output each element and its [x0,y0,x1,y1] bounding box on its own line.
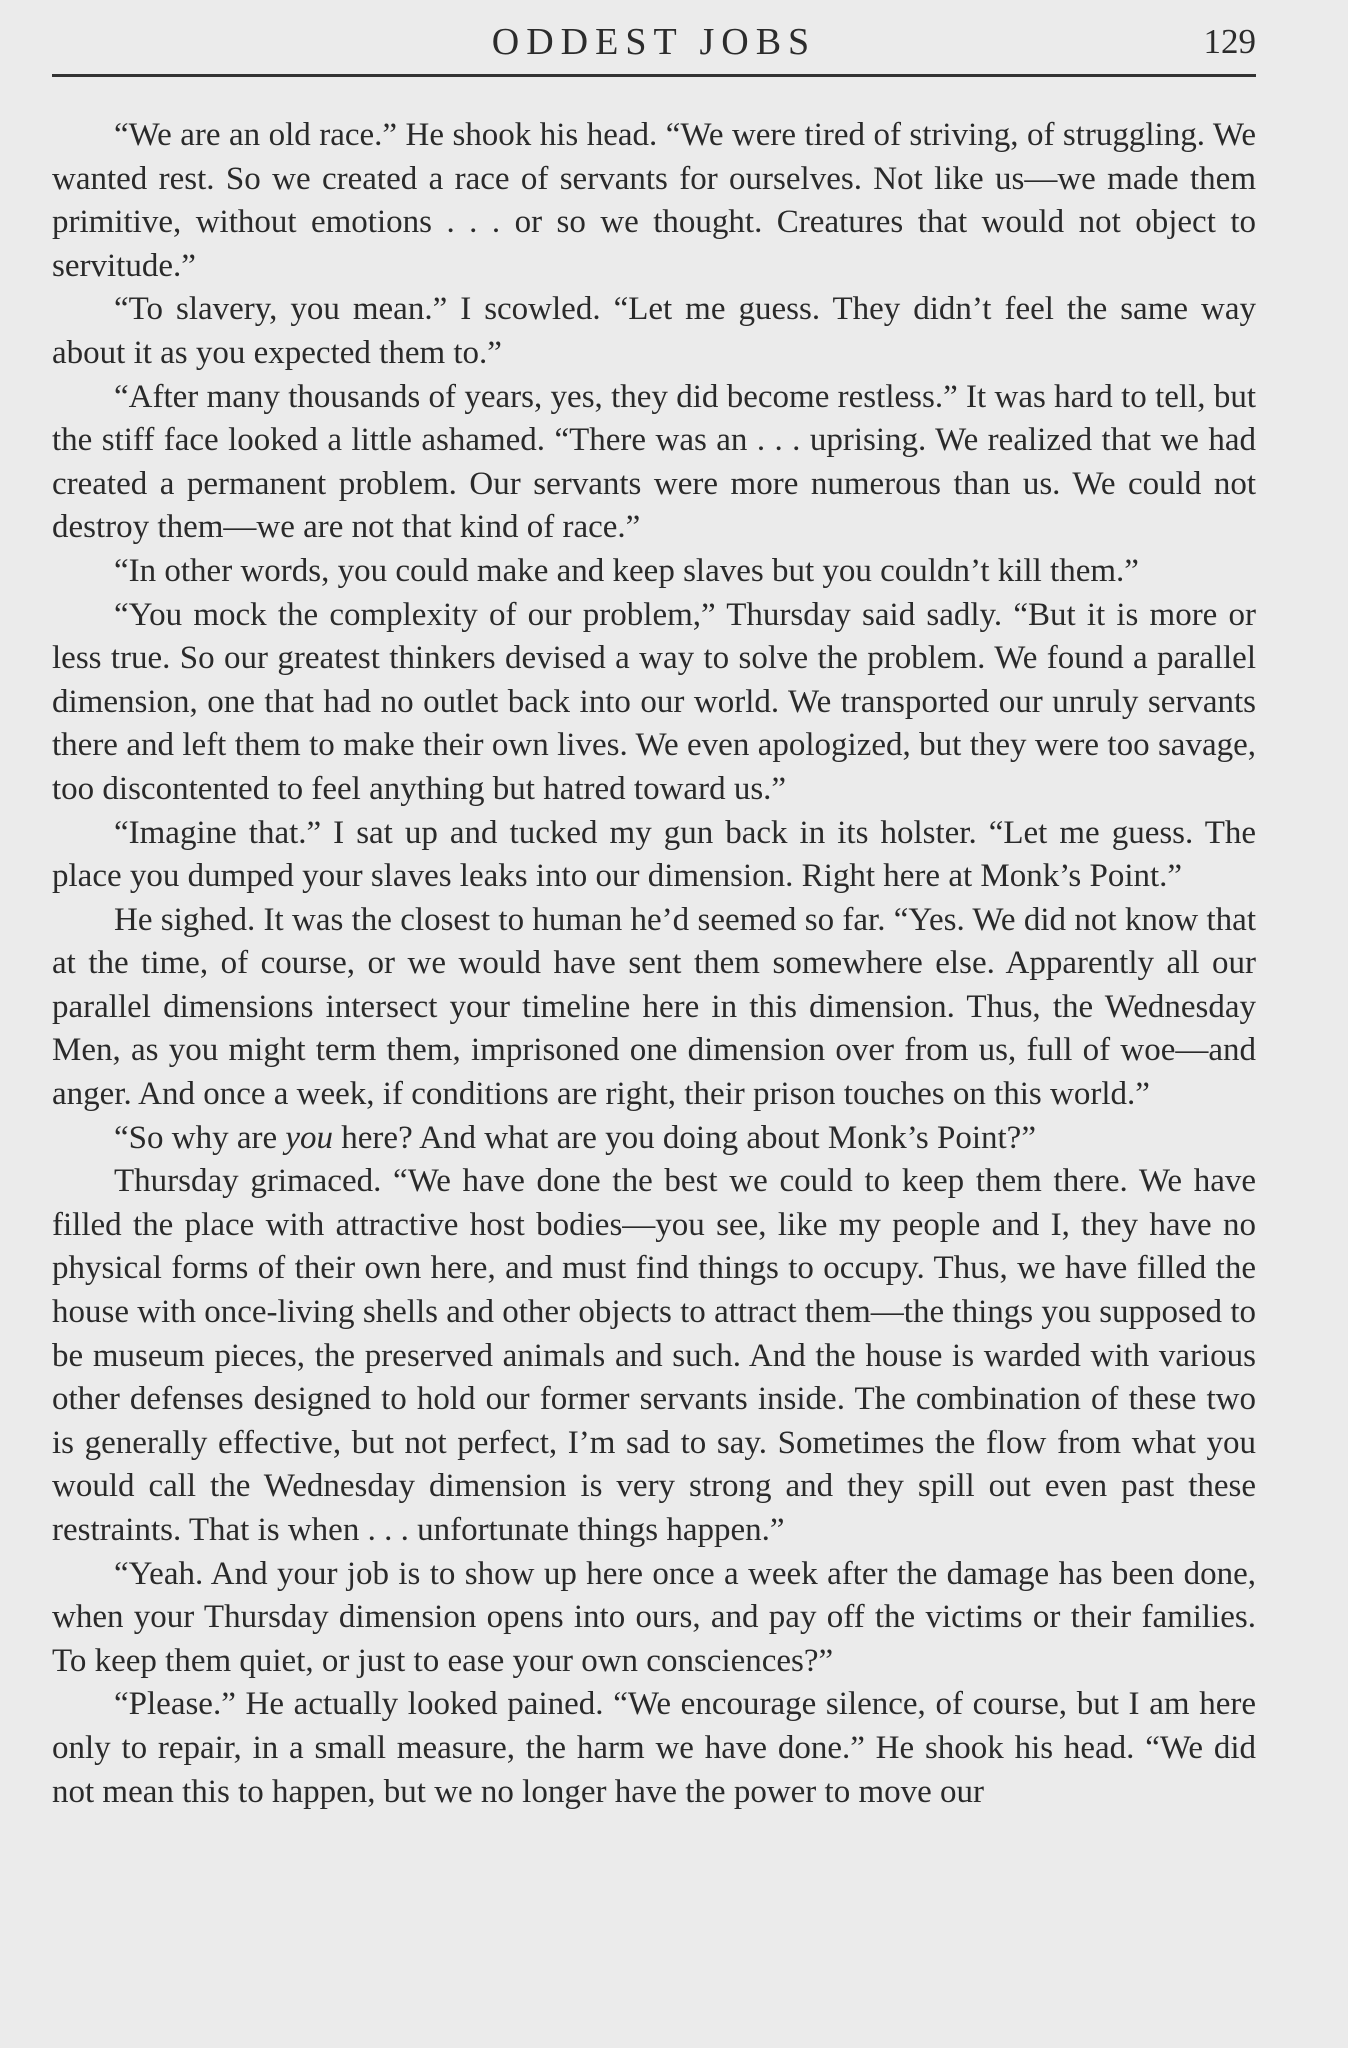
paragraph: “Yeah. And your job is to show up here once a week after the damage has been done, when your Thursday dimension opens into ours, and pay off the victims or their families. To keep them quiet, or just to ease your own consciences?” [52,1555,1256,1679]
emphasis-text: you [285,1119,334,1156]
paragraph: “Please.” He actually looked pained. “We encourage silence, of course, but I am here only to repair, in a small measure, the harm we have done.” He shook his head. “We did not mean this to happen, but we no longer have the power to move our [52,1686,1256,1810]
paragraph: He sighed. It was the closest to human he’d seemed so far. “Yes. We did not know that at the time, of course, or we would have sent them somewhere else. Apparently all our parallel dimensions intersect your timeline here in this dimension. Thus, the Wednesday Men, as you might term them, imprisoned one dimension over from us, full of woe—and anger. And once a week, if conditions are right, their prison touches on this world.” [52,901,1256,1113]
paragraph [52,1117,1256,1161]
paragraph-text: here? And what are you doing about Monk’s Point?” [333,1119,1036,1156]
paragraph-text: “So why are [114,1119,286,1156]
paragraph: “In other words, you could make and keep slaves but you couldn’t kill them.” [114,552,1139,589]
paragraph: “After many thousands of years, yes, they did become restless.” It was hard to tell, but the stiff face looked a little ashamed. “There was an . . . uprising. We realized that we had created a permanent problem. Our servants were more numerous than us. We could not destroy them—we are not that kind of race.” [52,378,1256,546]
page-number: 129 [1203,22,1256,61]
paragraph: “We are an old race.” He shook his head. “We were tired of striving, of struggling. We wanted rest. So we created a race of servants for ourselves. Not like us—we made them primitive, without emotions . . . or so we thought. Creatures that would not object to servitude.” [52,117,1256,284]
paragraph: Thursday grimaced. “We have done the best we could to keep them there. We have filled the place with attractive host bodies—you see, like my people and I, they have no physical forms of their own here, and must find things to occupy. Thus, we have filled the house with once-living shells and other objects to attract them—the things you supposed to be museum pieces, the preserved animals and such. And the house is warded with various other defenses designed to hold our former servants inside. The combination of these two is generally effective, but not perfect, I’m sad to say. Sometimes the flow from what you would call the Wednesday dimension is very strong and they spill out even past these restraints. That is when . . . unfortunate things happen.” [52,1163,1256,1548]
paragraph: “You mock the complexity of our problem,” Thursday said sadly. “But it is more or less true. So our greatest thinkers devised a way to solve the problem. We found a parallel dimension, one that had no outlet back into our world. We transported our unruly servants there and left them to make their own lives. We even apologized, but they were too savage, too discontented to feel anything but hatred toward us.” [52,596,1256,807]
running-head [52,14,1256,72]
paragraph: “To slavery, you mean.” I scowled. “Let me guess. They didn’t feel the same way about it as you expected them to.” [52,291,1256,371]
paragraph: “Imagine that.” I sat up and tucked my gun back in its holster. “Let me guess. The place you dumped your slaves leaks into our dimension. Right here at Monk’s Point.” [52,814,1256,895]
body-text [52,114,1256,1814]
running-head-title: ODDEST JOBS [491,21,817,63]
header-rule [52,74,1256,77]
